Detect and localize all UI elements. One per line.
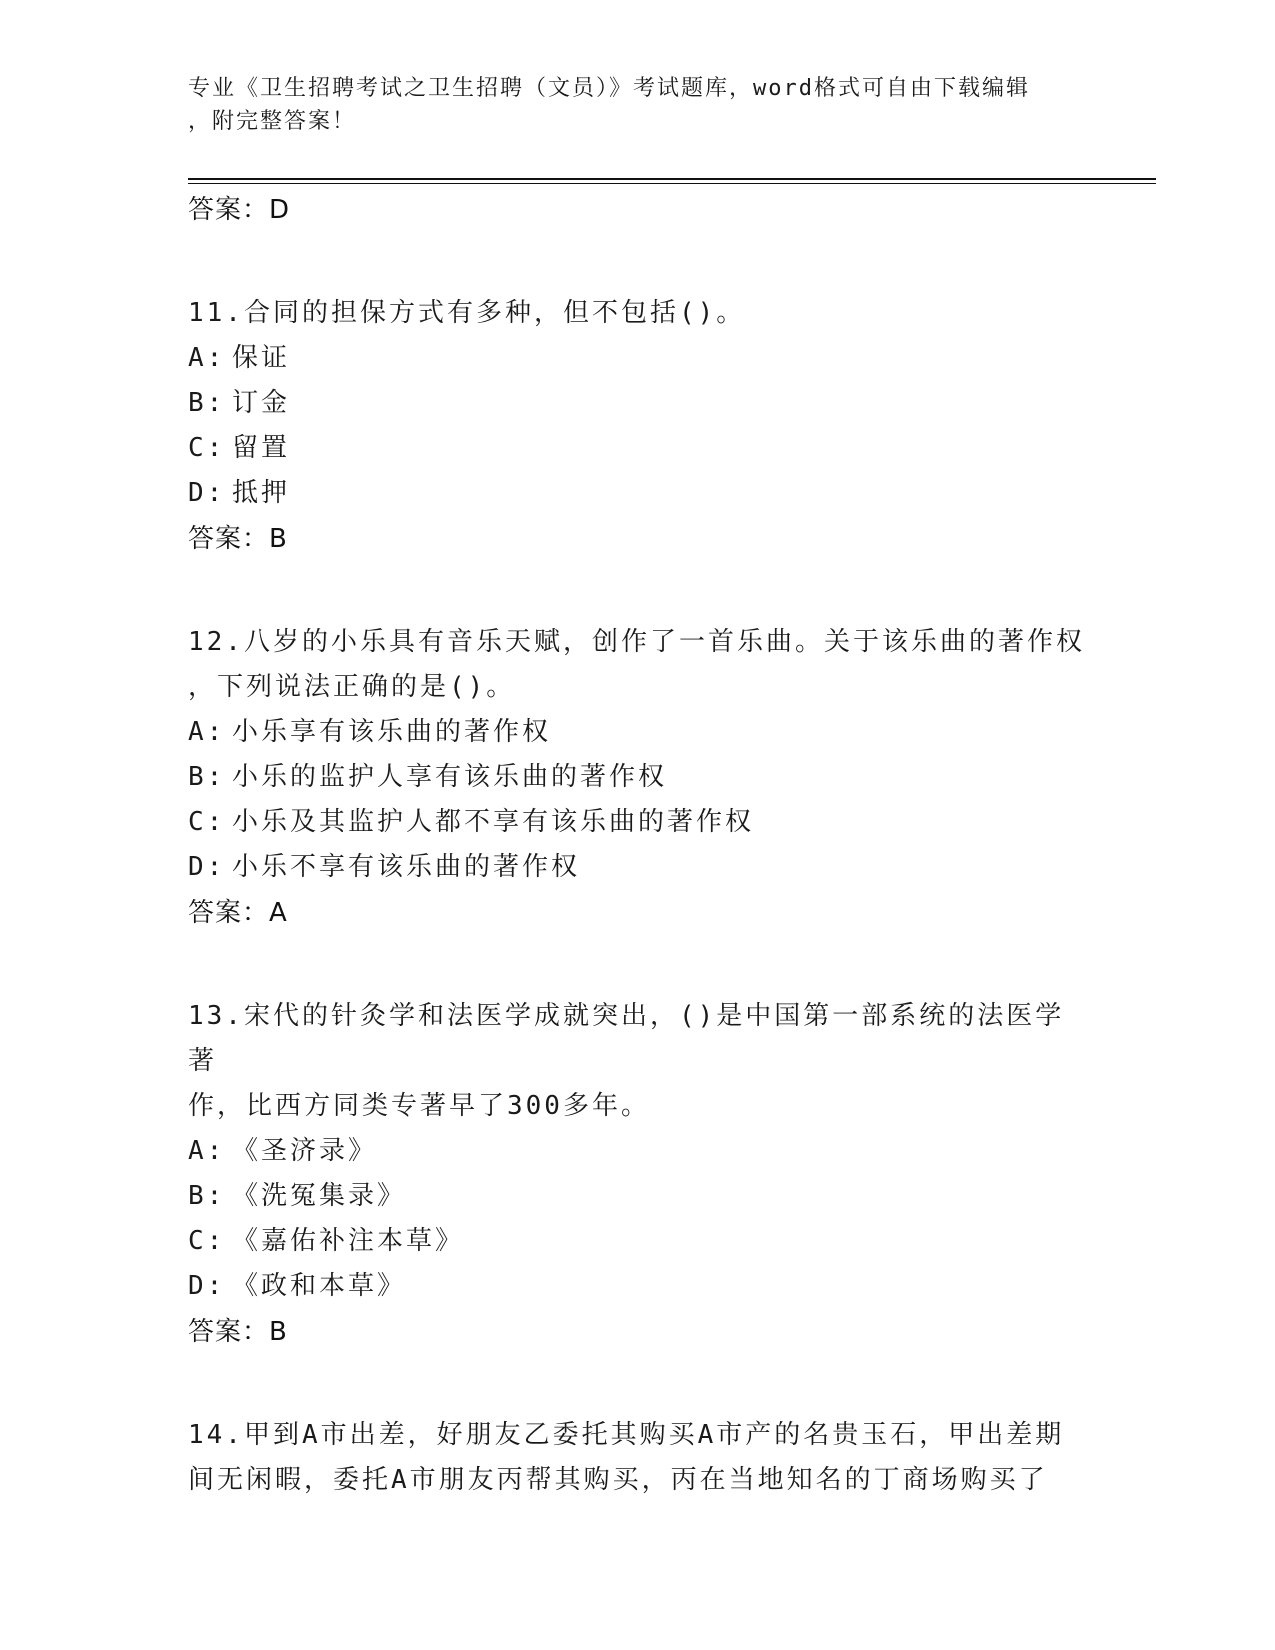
question-11 xyxy=(188,291,1088,562)
answer-label: 答案：A xyxy=(188,898,288,928)
option-c xyxy=(188,800,1088,845)
page-header xyxy=(188,72,1088,138)
option-text: 订金 xyxy=(232,388,291,418)
option-b xyxy=(188,755,1088,800)
option-letter: B: xyxy=(188,1181,226,1211)
option-text: 小乐不享有该乐曲的著作权 xyxy=(232,852,581,882)
option-d xyxy=(188,471,1088,516)
option-text: 《嘉佑补注本草》 xyxy=(232,1226,465,1256)
option-text: 留置 xyxy=(232,433,291,463)
option-a xyxy=(188,1129,1088,1174)
answer-label: 答案：B xyxy=(188,524,288,554)
option-text: 《政和本草》 xyxy=(232,1271,407,1301)
option-letter: C: xyxy=(188,807,226,837)
question-stem-continued: 作，比西方同类专著早了300多年。 xyxy=(188,1091,650,1121)
option-text: 抵押 xyxy=(232,478,291,508)
option-b xyxy=(188,1174,1088,1219)
option-letter: D: xyxy=(188,478,226,508)
question-stem-continued: 间无闲暇，委托A市朋友丙帮其购买，丙在当地知名的丁商场购买了 xyxy=(188,1465,1048,1495)
option-text: 小乐及其监护人都不享有该乐曲的著作权 xyxy=(232,807,755,837)
option-text: 小乐享有该乐曲的著作权 xyxy=(232,717,552,747)
option-d xyxy=(188,845,1088,890)
option-letter: B: xyxy=(188,762,226,792)
option-c xyxy=(188,1219,1088,1264)
question-14 xyxy=(188,1413,1088,1503)
question-12 xyxy=(188,620,1088,936)
option-d xyxy=(188,1264,1088,1309)
option-a xyxy=(188,336,1088,381)
option-letter: D: xyxy=(188,1271,226,1301)
question-stem: 12.八岁的小乐具有音乐天赋，创作了一首乐曲。关于该乐曲的著作权 xyxy=(188,627,1085,657)
option-text: 保证 xyxy=(232,343,291,373)
header-divider-thin xyxy=(188,183,1156,184)
option-letter: A: xyxy=(188,343,226,373)
answer-label: 答案：B xyxy=(188,1317,288,1347)
question-list xyxy=(188,187,1088,1503)
previous-answer: 答案：D xyxy=(188,195,291,225)
option-text: 《圣济录》 xyxy=(232,1136,378,1166)
option-c xyxy=(188,426,1088,471)
question-stem: 11.合同的担保方式有多种，但不包括()。 xyxy=(188,298,746,328)
option-letter: C: xyxy=(188,433,226,463)
option-letter: C: xyxy=(188,1226,226,1256)
question-13 xyxy=(188,994,1088,1355)
option-text: 《洗冤集录》 xyxy=(232,1181,407,1211)
option-letter: B: xyxy=(188,388,226,418)
header-line-1: 专业《卫生招聘考试之卫生招聘（文员）》考试题库，word格式可自由下载编辑 xyxy=(188,76,1030,101)
question-stem: 14.甲到A市出差，好朋友乙委托其购买A市产的名贵玉石，甲出差期 xyxy=(188,1420,1065,1450)
header-divider-thick xyxy=(188,178,1156,180)
option-a xyxy=(188,710,1088,755)
option-letter: D: xyxy=(188,852,226,882)
header-line-2: ，附完整答案！ xyxy=(188,109,357,134)
question-stem: 13.宋代的针灸学和法医学成就突出，()是中国第一部系统的法医学著 xyxy=(188,1001,1065,1076)
option-b xyxy=(188,381,1088,426)
question-stem-continued: ，下列说法正确的是()。 xyxy=(188,672,516,702)
option-text: 小乐的监护人享有该乐曲的著作权 xyxy=(232,762,668,792)
option-letter: A: xyxy=(188,1136,226,1166)
option-letter: A: xyxy=(188,717,226,747)
